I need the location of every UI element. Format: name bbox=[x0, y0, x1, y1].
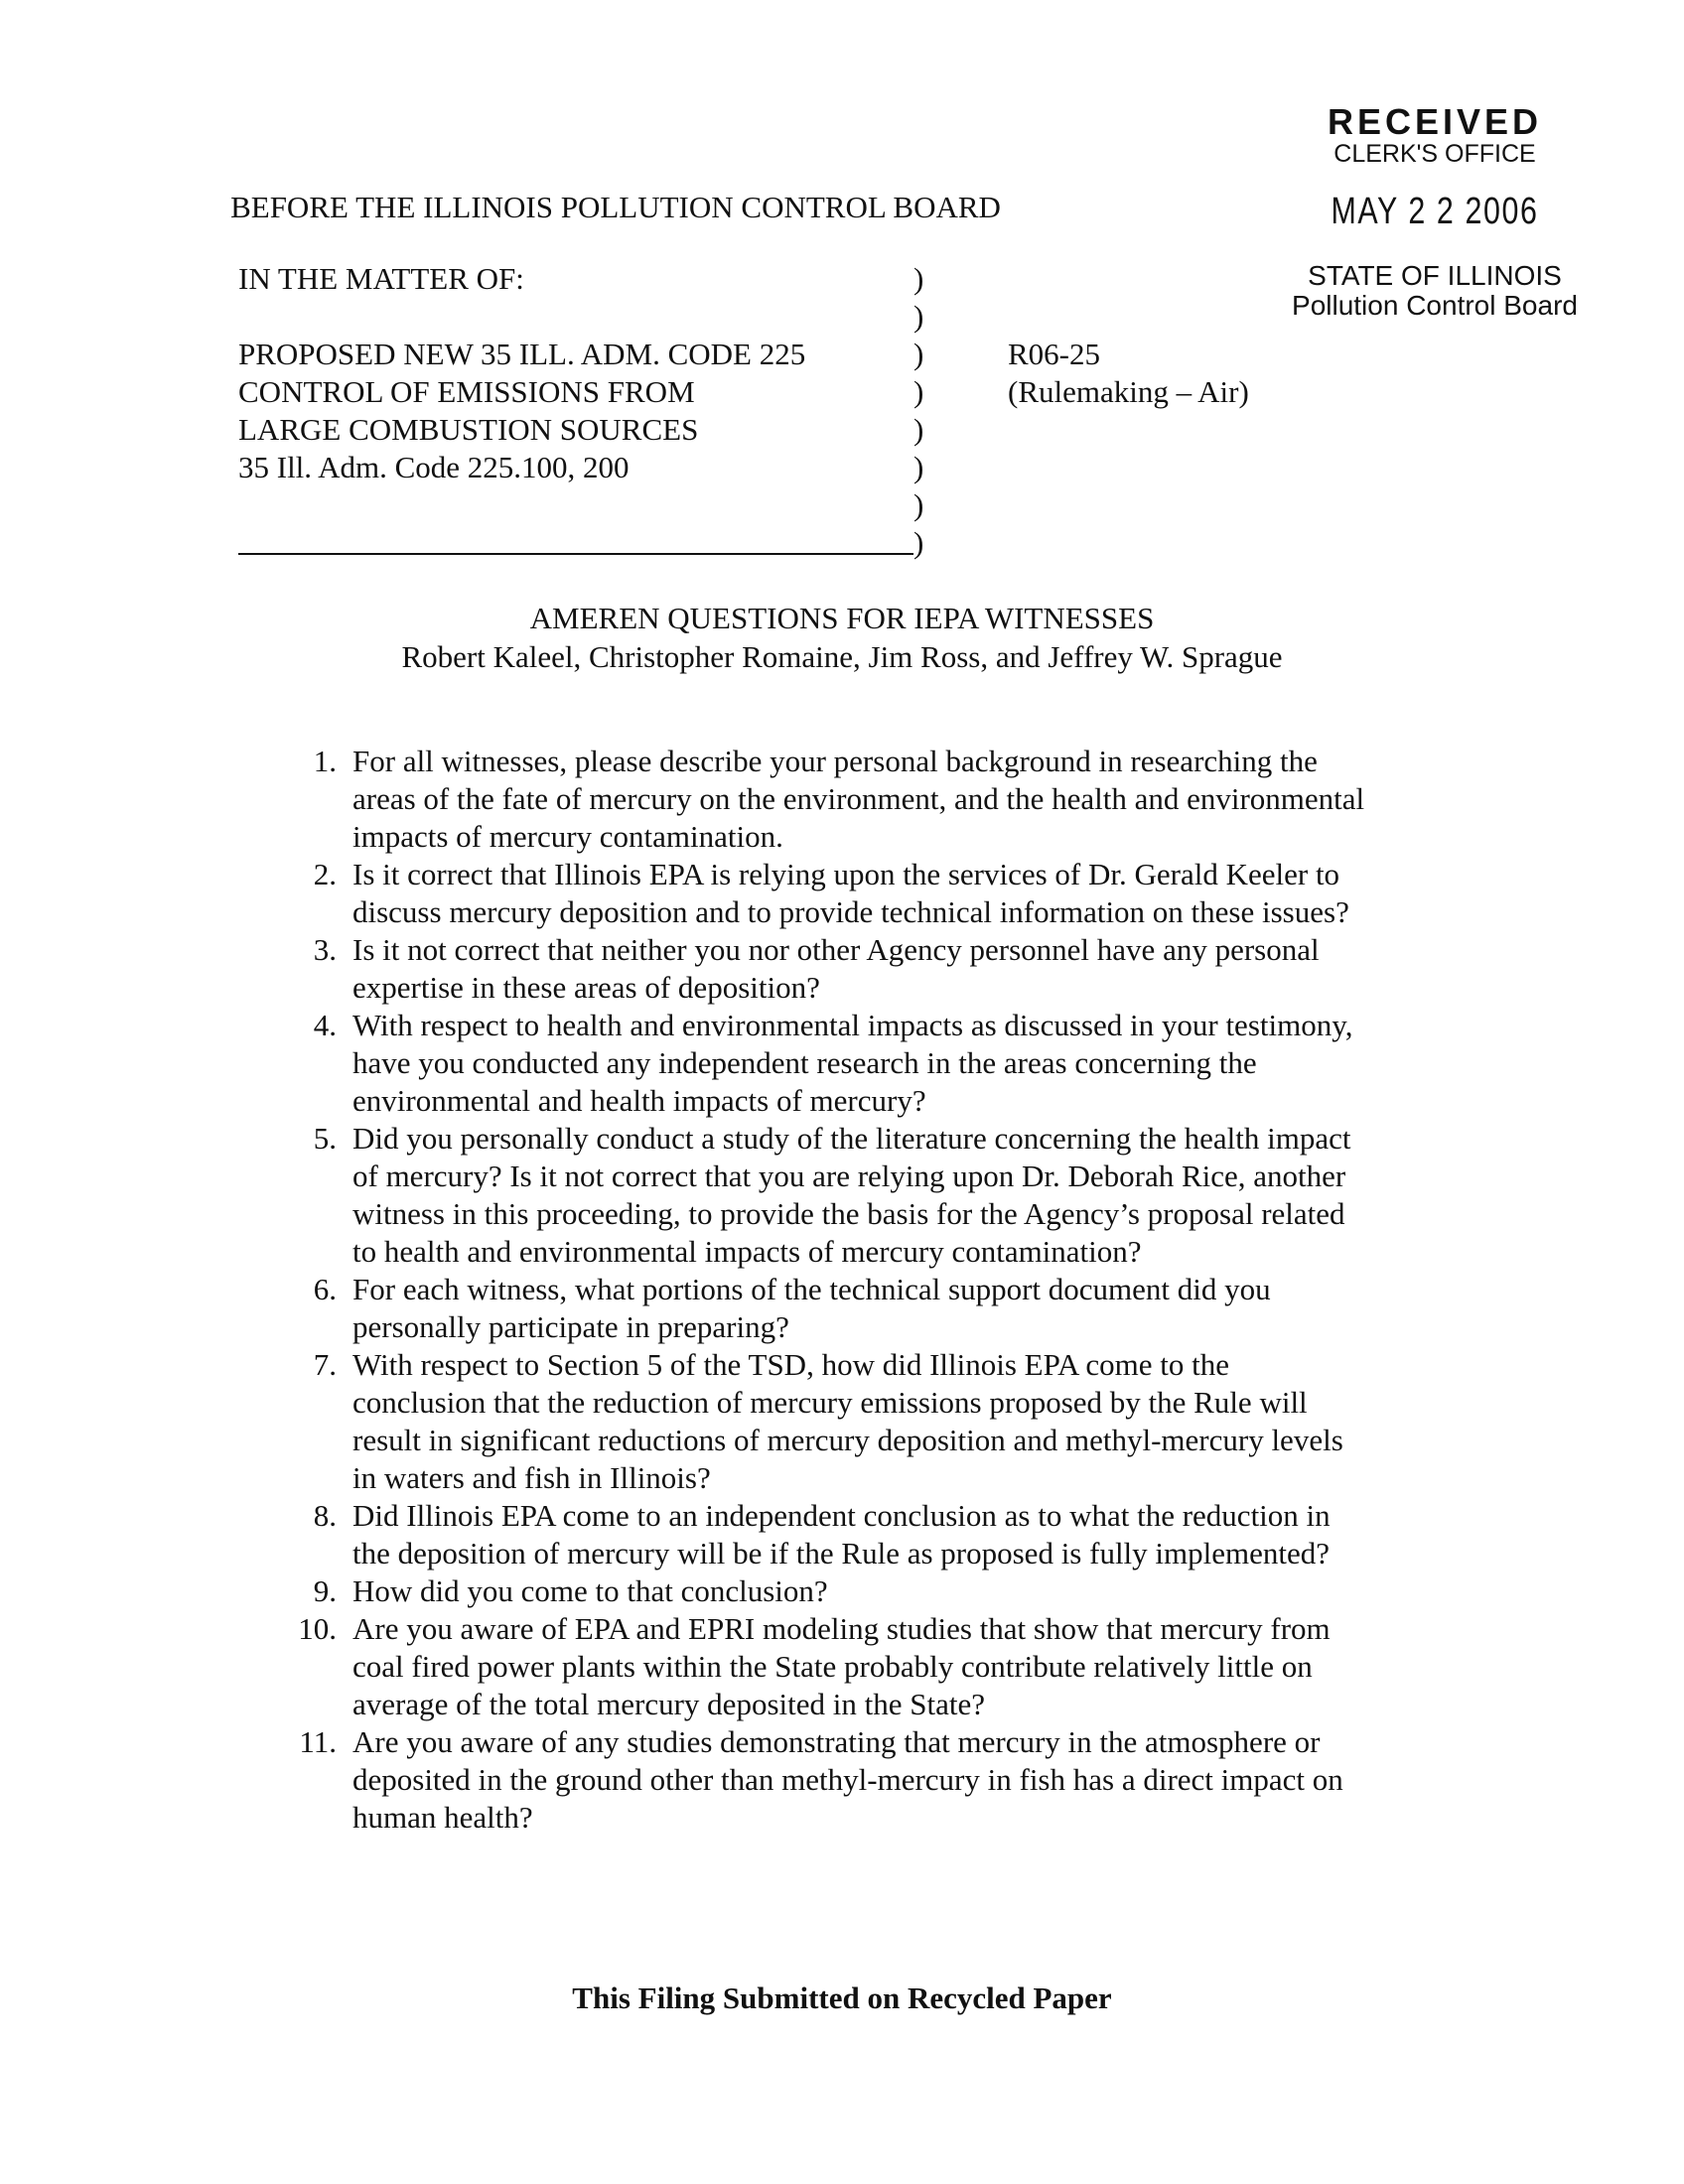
stamp-board: Pollution Control Board bbox=[1292, 290, 1578, 321]
question-text: Is it correct that Illinois EPA is relying upon the services of Dr. Gerald Keeler to discuss mercury deposition and to provide technical information on these issues? bbox=[352, 857, 1349, 929]
caption-paren: ) bbox=[913, 261, 924, 296]
question-item bbox=[283, 931, 1435, 1007]
question-item bbox=[283, 1497, 1435, 1572]
stamp-date: MAY 2 2 2006 bbox=[1331, 191, 1539, 232]
caption-paren: ) bbox=[913, 525, 924, 560]
caption-paren: ) bbox=[913, 299, 924, 334]
question-number: 9. bbox=[313, 1573, 337, 1608]
questions-list bbox=[283, 743, 1435, 1837]
received-stamp bbox=[1271, 101, 1599, 321]
docket-number: R06-25 bbox=[1008, 337, 1100, 371]
caption-line: PROPOSED NEW 35 ILL. ADM. CODE 225 bbox=[238, 337, 806, 371]
question-text: Are you aware of EPA and EPRI modeling studies that show that mercury from coal fired power plants within the State probably contribute relatively little on average of the total mercury deposited in the State? bbox=[352, 1611, 1331, 1721]
question-number: 10. bbox=[298, 1611, 337, 1646]
caption-paren: ) bbox=[913, 450, 924, 484]
caption-paren: ) bbox=[913, 487, 924, 522]
witness-names: Robert Kaleel, Christopher Romaine, Jim Ross, and Jeffrey W. Sprague bbox=[401, 639, 1283, 674]
recycled-paper-footer: This Filing Submitted on Recycled Paper bbox=[572, 1980, 1112, 2015]
docket-info bbox=[1008, 336, 1249, 411]
caption-underline bbox=[238, 553, 913, 555]
stamp-state: STATE OF ILLINOIS bbox=[1308, 260, 1562, 291]
caption-line: 35 Ill. Adm. Code 225.100, 200 bbox=[238, 450, 630, 484]
question-item bbox=[283, 1723, 1435, 1837]
question-number: 3. bbox=[313, 932, 337, 967]
caption-paren: ) bbox=[913, 412, 924, 447]
caption-parentheses bbox=[913, 260, 923, 562]
question-number: 8. bbox=[313, 1498, 337, 1533]
question-text: For all witnesses, please describe your personal background in researching the areas of the fate of mercury on the environment, and the health and environmental impacts of mercury contamination. bbox=[352, 744, 1365, 854]
caption-line: CONTROL OF EMISSIONS FROM bbox=[238, 374, 695, 409]
stamp-clerks-office: CLERK'S OFFICE bbox=[1333, 140, 1536, 168]
question-text: How did you come to that conclusion? bbox=[352, 1573, 828, 1608]
caption-paren: ) bbox=[913, 374, 924, 409]
question-item bbox=[283, 1120, 1435, 1271]
question-item bbox=[283, 1610, 1435, 1723]
question-number: 7. bbox=[313, 1347, 337, 1382]
caption-paren: ) bbox=[913, 337, 924, 371]
question-number: 4. bbox=[313, 1008, 337, 1042]
question-text: Did you personally conduct a study of the literature concerning the health impact of mercury? Is it not correct that you are relying upon Dr. Deborah Rice, another witness in this proceeding, to provide the basis for the Agency’s proposal related to health and environmental impacts of mercury contamination? bbox=[352, 1121, 1351, 1269]
caption-matter: IN THE MATTER OF: bbox=[238, 261, 524, 296]
document-title: AMEREN QUESTIONS FOR IEPA WITNESSES bbox=[529, 601, 1155, 635]
question-number: 6. bbox=[313, 1272, 337, 1306]
question-item bbox=[283, 743, 1435, 856]
question-number: 5. bbox=[313, 1121, 337, 1156]
docket-type: (Rulemaking – Air) bbox=[1008, 374, 1249, 409]
question-item bbox=[283, 856, 1435, 931]
stamp-received: RECEIVED bbox=[1327, 101, 1543, 142]
case-caption bbox=[238, 260, 805, 486]
question-text: Is it not correct that neither you nor other Agency personnel have any personal expertise in these areas of deposition? bbox=[352, 932, 1320, 1005]
question-item bbox=[283, 1271, 1435, 1346]
question-item bbox=[283, 1572, 1435, 1610]
question-item bbox=[283, 1346, 1435, 1497]
question-text: With respect to Section 5 of the TSD, how did Illinois EPA come to the conclusion that the reduction of mercury emissions proposed by the Rule will result in significant reductions of mercury deposition and methyl-mercury levels in waters and fish in Illinois? bbox=[352, 1347, 1343, 1495]
question-item bbox=[283, 1007, 1435, 1120]
caption-line: LARGE COMBUSTION SOURCES bbox=[238, 412, 699, 447]
question-text: For each witness, what portions of the technical support document did you personally participate in preparing? bbox=[352, 1272, 1271, 1344]
question-number: 2. bbox=[313, 857, 337, 891]
board-title: BEFORE THE ILLINOIS POLLUTION CONTROL BOARD bbox=[230, 190, 1001, 224]
question-number: 11. bbox=[299, 1724, 337, 1759]
question-text: With respect to health and environmental impacts as discussed in your testimony, have you conducted any independent research in the areas concerning the environmental and health impacts of mercury? bbox=[352, 1008, 1353, 1118]
caption-spacer bbox=[238, 298, 805, 336]
question-text: Are you aware of any studies demonstrating that mercury in the atmosphere or deposited in the ground other than methyl-mercury in fish has a direct impact on human health? bbox=[352, 1724, 1343, 1835]
question-number: 1. bbox=[313, 744, 337, 778]
question-text: Did Illinois EPA come to an independent conclusion as to what the reduction in the deposition of mercury will be if the Rule as proposed is fully implemented? bbox=[352, 1498, 1331, 1570]
